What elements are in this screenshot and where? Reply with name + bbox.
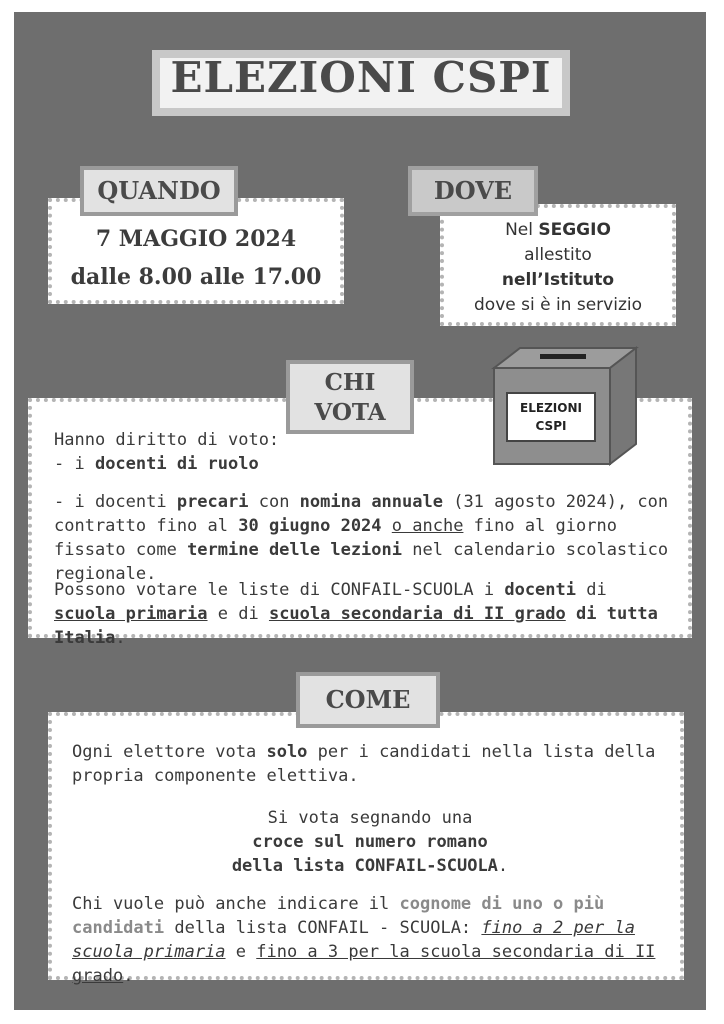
quando-hours: dalle 8.00 alle 17.00 (70, 264, 322, 290)
come-p3-g1: cognome di uno o più candidati (72, 894, 605, 938)
ballot-label-1: ELEZIONI (520, 401, 582, 415)
para3-t3: e di (207, 604, 269, 624)
dove-card (440, 204, 676, 326)
chi-vota-item1-bold: docenti di ruolo (94, 454, 259, 474)
come-p3-t3: e (225, 942, 257, 962)
quando-label (80, 166, 238, 216)
come-p2-l3: della lista CONFAIL-SCUOLA (231, 856, 498, 876)
dove-line2: allestito (524, 245, 592, 265)
para3-t1: Possono votare le liste di CONFAIL-SCUOLA i (54, 580, 505, 600)
dove-seggio: SEGGIO (538, 220, 611, 240)
para3-t2: di (576, 580, 607, 600)
come-p2-l3-end: . (497, 856, 509, 876)
dove-label-text: DOVE (433, 176, 513, 205)
ballot-slot (540, 354, 586, 359)
dove-label (408, 166, 538, 216)
come-p3-t1: Chi vuole può anche indicare il (72, 894, 400, 914)
chi-vota-item1-pre: - i (54, 454, 95, 474)
para3-t5: . (115, 628, 126, 648)
come-label (296, 672, 440, 728)
quando-date: 7 MAGGIO 2024 (95, 226, 297, 252)
come-card (48, 712, 684, 986)
ballot-label (506, 392, 596, 442)
item2-t4 (382, 516, 392, 536)
para3-bu2: scuola secondaria di II grado (268, 604, 566, 624)
chi-vota-label-2: VOTA (314, 399, 386, 426)
chi-vota-label-1: CHI (324, 369, 376, 396)
come-p3-u1: fino a 3 per la scuola secondaria di II grado (72, 942, 656, 986)
para3-b2: di tutta Italia (54, 604, 658, 648)
come-p1-t1: Ogni elettore vota (72, 742, 267, 762)
come-label-text: COME (325, 685, 411, 714)
chi-vota-intro: Hanno diritto di voto: (54, 430, 280, 450)
chi-vota-label (286, 360, 414, 434)
come-p3-iu1: fino a 2 per la scuola primaria (72, 918, 635, 962)
quando-label-text: QUANDO (97, 176, 221, 205)
item2-t5: fino al giorno fissato come (54, 516, 617, 560)
come-p2-l2: croce sul numero romano (252, 832, 488, 852)
item2-t6: nel calendario scolastico regionale. (54, 540, 669, 584)
item2-u1: o anche (391, 516, 464, 536)
flyer-title (152, 50, 570, 116)
item2-b2: nomina annuale (299, 492, 443, 512)
item2-b3: 30 giugno 2024 (238, 516, 382, 536)
item2-t1: - i docenti (54, 492, 177, 512)
come-p3-t2: della lista CONFAIL - SCUOLA: (164, 918, 482, 938)
item2-t2: con (248, 492, 300, 512)
ballot-label-2: CSPI (535, 419, 567, 433)
item2-t3: (31 agosto 2024), con contratto fino al (54, 492, 669, 536)
item2-b1: precari (176, 492, 249, 512)
para3-b1: docenti (504, 580, 576, 600)
ballot-box-side (610, 348, 636, 464)
para3-bu1: scuola primaria (54, 604, 208, 624)
come-p1-b1: solo (266, 742, 308, 762)
come-p2-l1: Si vota segnando una (267, 808, 473, 828)
para3-t4 (566, 604, 576, 624)
come-p1-t2: per i candidati nella lista della propria componente elettiva. (72, 742, 656, 786)
dove-line3: nell’Istituto (501, 270, 615, 290)
item2-b4: termine delle lezioni (187, 540, 402, 560)
come-p3-t4: . (123, 966, 134, 986)
dove-line1-pre: Nel (505, 220, 539, 240)
dove-line4: dove si è in servizio (474, 295, 642, 315)
flyer-title-text: ELEZIONI CSPI (170, 53, 552, 102)
